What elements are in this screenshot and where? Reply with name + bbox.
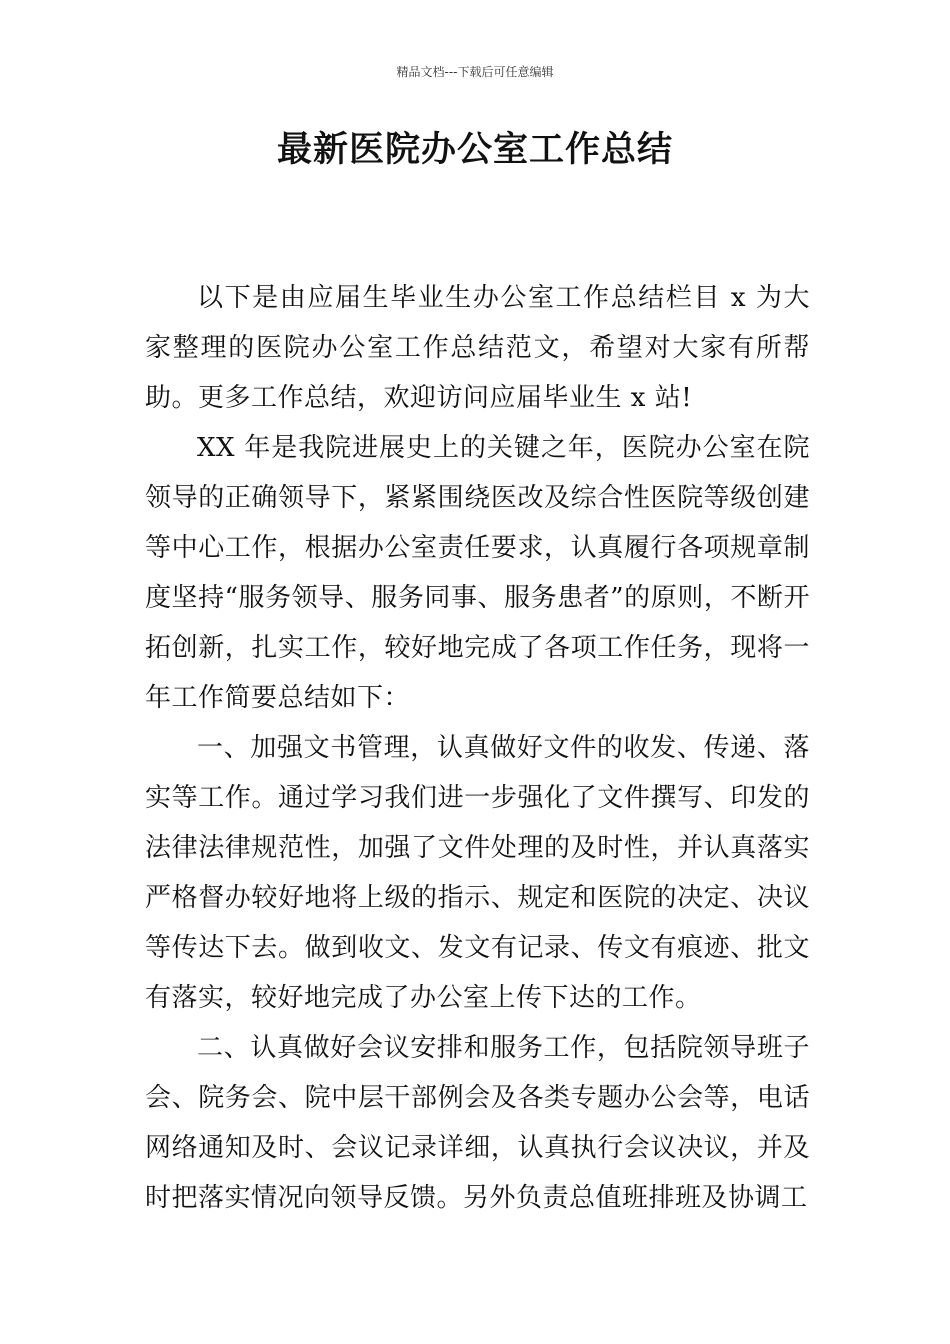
document-title: 最新医院办公室工作总结	[276, 130, 673, 170]
header-note: 精品文档---下载后可任意编辑	[396, 65, 554, 79]
paragraph-section-one: 一、加强文书管理，认真做好文件的收发、传递、落实等工作。通过学习我们进一步强化了文件撰写、印发的法律法律规范性，加强了文件处理的及时性，并认真落实严格督办较好地将上级的指示、规定和医院的决定、决议等传达下去。做到收文、发文有记录、传文有痕迹、批文有落实，较好地完成了办公室上传下达的工作。	[145, 733, 810, 1013]
paragraph-section-two: 二、认真做好会议安排和服务工作，包括院领导班子会、院务会、院中层干部例会及各类专题办公会等，电话网络通知及时、会议记录详细，认真执行会议决议，并及时把落实情况向领导反馈。另外负责总值班排班及协调工	[145, 1033, 810, 1213]
paragraph-overview: XX 年是我院进展史上的关键之年，医院办公室在院领导的正确领导下，紧紧围绕医改及综合性医院等级创建等中心工作，根据办公室责任要求，认真履行各项规章制度坚持“服务领导、服务同事、服务患者”的原则，不断开拓创新，扎实工作，较好地完成了各项工作任务，现将一年工作简要总结如下：	[145, 433, 810, 713]
document-body	[145, 273, 810, 1223]
paragraph-intro: 以下是由应届生毕业生办公室工作总结栏目 x 为大家整理的医院办公室工作总结范文，希望对大家有所帮助。更多工作总结，欢迎访问应届毕业生 x 站!	[145, 283, 810, 413]
